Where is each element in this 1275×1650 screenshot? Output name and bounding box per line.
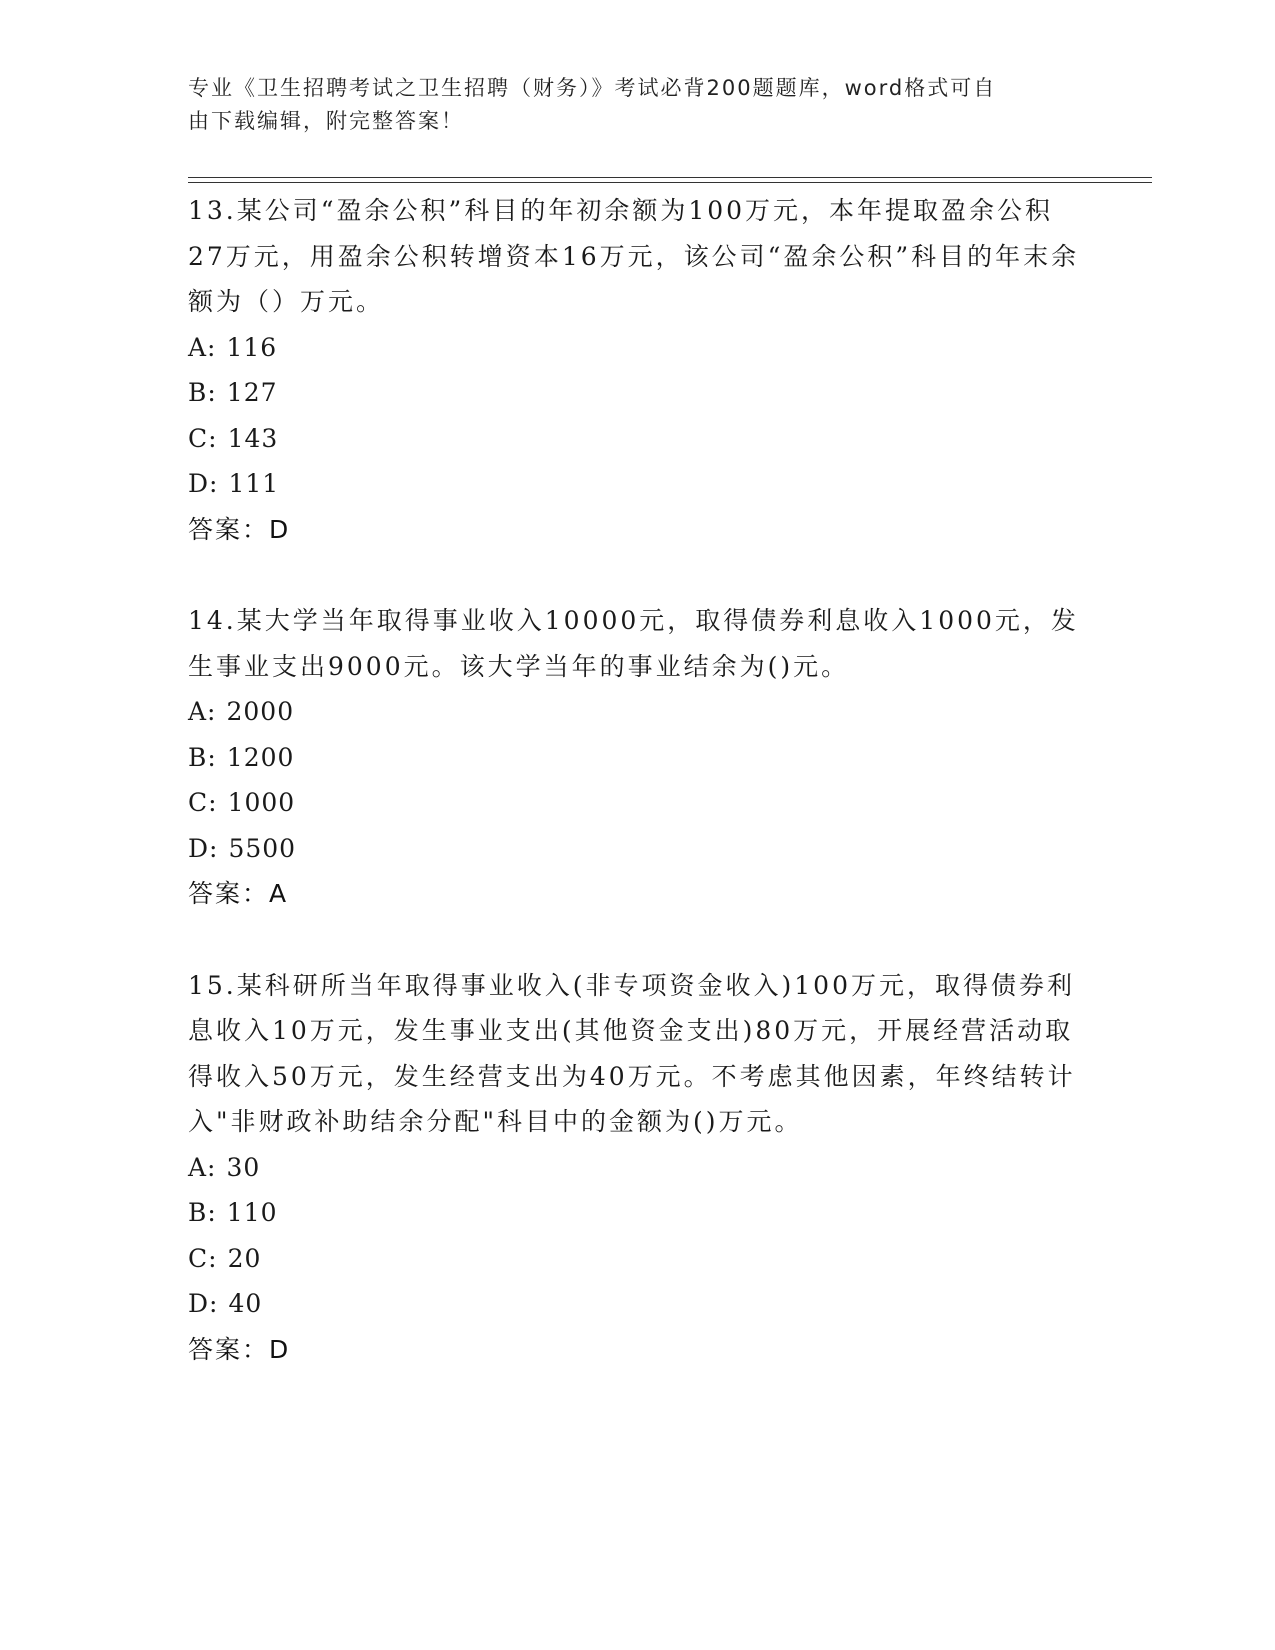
option-b [188, 370, 1088, 416]
option-a [188, 689, 1088, 735]
answer: 答案：D [188, 514, 291, 544]
option-key: C: [188, 1243, 218, 1273]
question-text: 13.某公司“盈余公积”科目的年初余额为100万元，本年提取盈余公积27万元，用盈余公积转增资本16万元，该公司“盈余公积”科目的年末余额为（）万元。 [188, 196, 1080, 316]
option-value: 40 [228, 1289, 263, 1318]
option-value: 116 [226, 332, 278, 362]
option-a [188, 325, 1088, 371]
option-value: 5500 [228, 833, 297, 863]
option-c [188, 416, 1088, 462]
option-key: C: [188, 788, 218, 817]
question-list [188, 188, 1088, 1418]
document-header [188, 72, 1068, 138]
option-value: 30 [226, 1152, 261, 1182]
option-value: 20 [227, 1243, 262, 1273]
option-value: 2000 [226, 697, 295, 726]
option-key: B: [188, 1198, 217, 1227]
option-value: 1200 [226, 742, 295, 772]
option-value: 1000 [227, 788, 296, 817]
question-text: 15.某科研所当年取得事业收入(非专项资金收入)100万元，取得债券利息收入10万元，发生事业支出(其他资金支出)80万元，开展经营活动取得收入50万元，发生经营支出为40万元。不考虑其他因素，年终结转计入"非财政补助结余分配"科目中的金额为()万元。 [188, 970, 1076, 1136]
header-line-2: 由下载编辑，附完整答案！ [188, 109, 464, 133]
option-key: D: [188, 833, 219, 863]
header-divider-top [188, 177, 1152, 178]
answer: 答案：A [188, 879, 289, 908]
question-text: 14.某大学当年取得事业收入10000元，取得债券利息收入1000元，发生事业支出9000元。该大学当年的事业结余为()元。 [188, 606, 1079, 681]
question-15 [188, 963, 1088, 1373]
option-c [188, 780, 1088, 826]
header-line-1: 专业《卫生招聘考试之卫生招聘（财务）》考试必背200题题库，word格式可自 [188, 76, 997, 100]
option-key: D: [188, 469, 219, 498]
option-value: 110 [226, 1198, 278, 1227]
header-divider-bottom [188, 182, 1152, 183]
option-value: 143 [227, 423, 279, 453]
option-d [188, 461, 1088, 507]
option-b [188, 1190, 1088, 1236]
option-d [188, 1281, 1088, 1327]
question-13 [188, 188, 1088, 552]
question-14 [188, 598, 1088, 917]
option-value: 111 [228, 469, 280, 498]
option-b [188, 735, 1088, 781]
answer: 答案：D [188, 1334, 291, 1364]
option-a [188, 1145, 1088, 1191]
option-key: D: [188, 1289, 219, 1318]
option-key: A: [188, 1152, 217, 1182]
option-value: 127 [226, 378, 278, 407]
option-key: C: [188, 423, 218, 453]
option-key: A: [188, 697, 217, 726]
option-c [188, 1236, 1088, 1282]
option-key: A: [188, 332, 217, 362]
option-key: B: [188, 742, 217, 772]
option-key: B: [188, 378, 217, 407]
option-d [188, 826, 1088, 872]
